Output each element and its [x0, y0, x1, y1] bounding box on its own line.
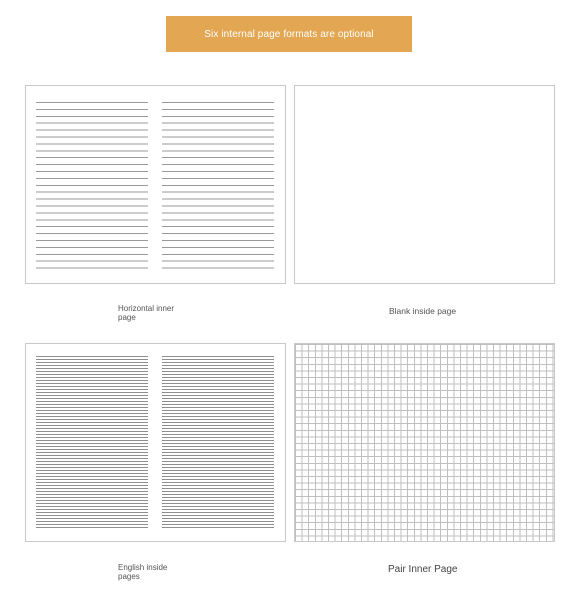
banner-text: Six internal page formats are optional: [204, 28, 374, 40]
grid-page-preview: [294, 343, 555, 542]
caption-english: English inside pages: [118, 563, 168, 581]
english-page-preview: [25, 343, 286, 542]
english-lines-right: [162, 356, 274, 530]
caption-blank: Blank inside page: [389, 306, 457, 316]
caption-horizontal: Horizontal inner page: [118, 304, 175, 322]
ruled-lines-right: [162, 102, 274, 269]
blank-page-preview: [294, 85, 555, 284]
ruled-lines-left: [36, 102, 148, 269]
formats-banner: [166, 16, 412, 52]
horizontal-page-preview: [25, 85, 286, 284]
grid-pattern: [295, 344, 554, 541]
english-lines-left: [36, 356, 148, 530]
caption-grid: Pair Inner Page: [388, 564, 458, 575]
